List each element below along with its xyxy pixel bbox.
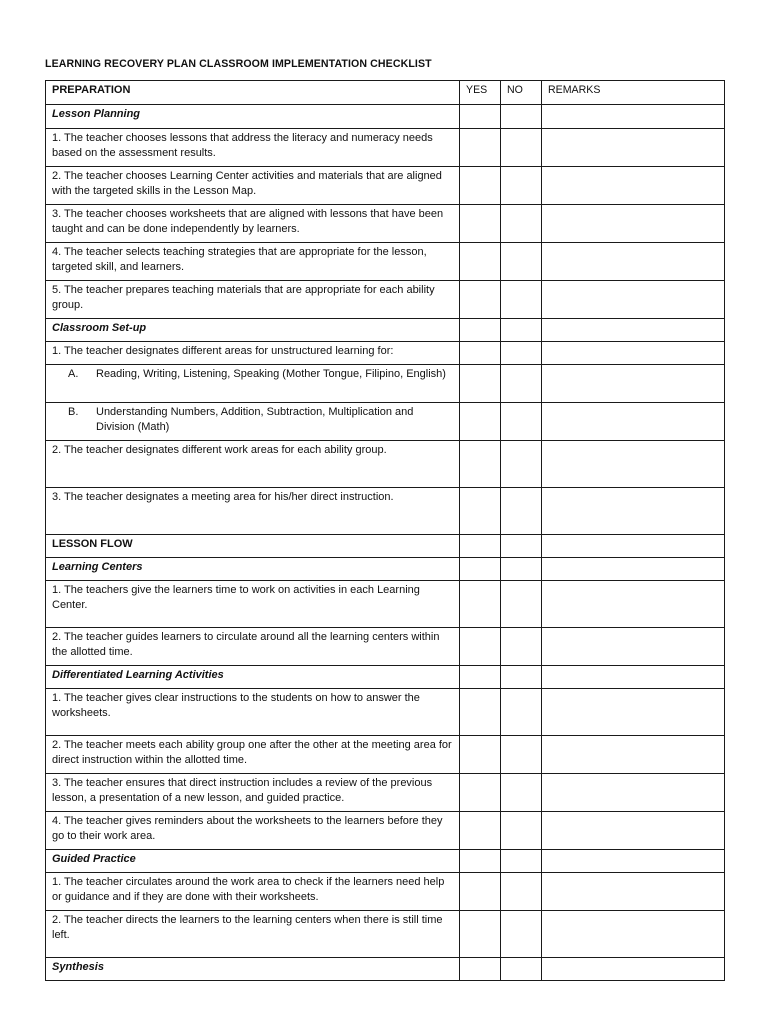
checklist-row	[46, 243, 725, 281]
yes-cell	[460, 441, 501, 488]
remarks-cell	[542, 105, 725, 129]
remarks-cell	[542, 581, 725, 628]
no-cell	[501, 488, 542, 535]
no-cell	[501, 911, 542, 958]
document-title: LEARNING RECOVERY PLAN CLASSROOM IMPLEMENTATION CHECKLIST	[45, 58, 432, 70]
subitem-letter: B.	[68, 406, 79, 418]
subitem-letter: A.	[68, 368, 79, 380]
checklist-item: 1. The teacher chooses lessons that address the literacy and numeracy needs based on the assessment results.	[46, 129, 460, 167]
subsection-row	[46, 319, 725, 342]
checklist-item: 3. The teacher designates a meeting area for his/her direct instruction.	[46, 488, 460, 535]
no-cell	[501, 736, 542, 774]
no-cell	[501, 666, 542, 689]
remarks-cell	[542, 319, 725, 342]
remarks-cell	[542, 243, 725, 281]
checklist-row	[46, 129, 725, 167]
yes-cell	[460, 736, 501, 774]
remarks-column-header: REMARKS	[542, 81, 725, 105]
yes-cell	[460, 850, 501, 873]
yes-cell	[460, 129, 501, 167]
no-cell	[501, 403, 542, 441]
checklist-row	[46, 774, 725, 812]
checklist-item: 2. The teacher guides learners to circulate around all the learning centers within the allotted time.	[46, 628, 460, 666]
no-cell	[501, 365, 542, 403]
section-heading: LESSON FLOW	[46, 535, 460, 558]
yes-cell	[460, 774, 501, 812]
checklist-row	[46, 441, 725, 488]
remarks-cell	[542, 689, 725, 736]
yes-cell	[460, 628, 501, 666]
remarks-cell	[542, 850, 725, 873]
remarks-cell	[542, 774, 725, 812]
remarks-cell	[542, 736, 725, 774]
remarks-cell	[542, 281, 725, 319]
yes-cell	[460, 403, 501, 441]
checklist-row	[46, 628, 725, 666]
no-cell	[501, 205, 542, 243]
checklist-row	[46, 365, 725, 403]
subitem-text: Reading, Writing, Listening, Speaking (Mother Tongue, Filipino, English)	[96, 368, 446, 380]
remarks-cell	[542, 911, 725, 958]
checklist-subitem	[46, 365, 460, 403]
yes-cell	[460, 689, 501, 736]
remarks-cell	[542, 558, 725, 581]
checklist-item: 3. The teacher chooses worksheets that are aligned with lessons that have been taught and can be done independently by learners.	[46, 205, 460, 243]
yes-cell	[460, 873, 501, 911]
no-cell	[501, 958, 542, 981]
checklist-row	[46, 911, 725, 958]
yes-cell	[460, 911, 501, 958]
subsection-heading: Guided Practice	[46, 850, 460, 873]
remarks-cell	[542, 812, 725, 850]
yes-cell	[460, 243, 501, 281]
checklist-item: 1. The teachers give the learners time to work on activities in each Learning Center.	[46, 581, 460, 628]
yes-column-header: YES	[460, 81, 501, 105]
no-cell	[501, 873, 542, 911]
yes-cell	[460, 365, 501, 403]
checklist-row	[46, 205, 725, 243]
section-row	[46, 535, 725, 558]
remarks-cell	[542, 365, 725, 403]
checklist-row	[46, 581, 725, 628]
yes-cell	[460, 281, 501, 319]
no-cell	[501, 342, 542, 365]
no-cell	[501, 243, 542, 281]
no-cell	[501, 105, 542, 129]
checklist-row	[46, 167, 725, 205]
no-cell	[501, 689, 542, 736]
checklist-table	[45, 80, 725, 981]
checklist-row	[46, 689, 725, 736]
checklist-item: 1. The teacher designates different areas for unstructured learning for:	[46, 342, 460, 365]
no-column-header: NO	[501, 81, 542, 105]
no-cell	[501, 628, 542, 666]
subsection-row	[46, 958, 725, 981]
remarks-cell	[542, 488, 725, 535]
subitem-text: Understanding Numbers, Addition, Subtraction, Multiplication and Division (Math)	[96, 406, 414, 433]
checklist-item: 2. The teacher meets each ability group one after the other at the meeting area for direct instruction within the allotted time.	[46, 736, 460, 774]
checklist-row	[46, 488, 725, 535]
yes-cell	[460, 812, 501, 850]
remarks-cell	[542, 403, 725, 441]
checklist-item: 1. The teacher circulates around the work area to check if the learners need help or guidance and if they are done with their worksheets.	[46, 873, 460, 911]
subsection-row	[46, 850, 725, 873]
remarks-cell	[542, 441, 725, 488]
no-cell	[501, 281, 542, 319]
subsection-heading: Classroom Set-up	[46, 319, 460, 342]
checklist-item: 2. The teacher chooses Learning Center activities and materials that are aligned with the targeted skills in the Lesson Map.	[46, 167, 460, 205]
checklist-row	[46, 736, 725, 774]
checklist-item: 4. The teacher gives reminders about the worksheets to the learners before they go to their work area.	[46, 812, 460, 850]
yes-cell	[460, 319, 501, 342]
no-cell	[501, 774, 542, 812]
remarks-cell	[542, 342, 725, 365]
no-cell	[501, 535, 542, 558]
subsection-heading: Synthesis	[46, 958, 460, 981]
remarks-cell	[542, 129, 725, 167]
remarks-cell	[542, 628, 725, 666]
subsection-heading: Learning Centers	[46, 558, 460, 581]
remarks-cell	[542, 958, 725, 981]
subsection-row	[46, 105, 725, 129]
no-cell	[501, 129, 542, 167]
yes-cell	[460, 958, 501, 981]
yes-cell	[460, 558, 501, 581]
checklist-row	[46, 812, 725, 850]
checklist-row	[46, 342, 725, 365]
yes-cell	[460, 666, 501, 689]
remarks-cell	[542, 873, 725, 911]
checklist-item: 4. The teacher selects teaching strategies that are appropriate for the lesson, targeted skill, and learners.	[46, 243, 460, 281]
no-cell	[501, 558, 542, 581]
no-cell	[501, 850, 542, 873]
checklist-item: 1. The teacher gives clear instructions to the students on how to answer the worksheets.	[46, 689, 460, 736]
header-row	[46, 81, 725, 105]
checklist-subitem	[46, 403, 460, 441]
subsection-row	[46, 666, 725, 689]
no-cell	[501, 167, 542, 205]
checklist-item: 3. The teacher ensures that direct instruction includes a review of the previous lesson, a presentation of a new lesson, and guided practice.	[46, 774, 460, 812]
subsection-row	[46, 558, 725, 581]
checklist-item: 5. The teacher prepares teaching materials that are appropriate for each ability group.	[46, 281, 460, 319]
yes-cell	[460, 342, 501, 365]
subsection-heading: Differentiated Learning Activities	[46, 666, 460, 689]
preparation-header: PREPARATION	[46, 81, 460, 105]
subsection-heading: Lesson Planning	[46, 105, 460, 129]
yes-cell	[460, 205, 501, 243]
yes-cell	[460, 105, 501, 129]
checklist-row	[46, 873, 725, 911]
no-cell	[501, 581, 542, 628]
subitem-wrapper	[52, 405, 453, 435]
yes-cell	[460, 167, 501, 205]
no-cell	[501, 441, 542, 488]
remarks-cell	[542, 535, 725, 558]
no-cell	[501, 812, 542, 850]
checklist-row	[46, 281, 725, 319]
remarks-cell	[542, 167, 725, 205]
no-cell	[501, 319, 542, 342]
yes-cell	[460, 581, 501, 628]
subitem-wrapper	[52, 367, 453, 382]
remarks-cell	[542, 205, 725, 243]
yes-cell	[460, 535, 501, 558]
checklist-item: 2. The teacher directs the learners to the learning centers when there is still time left.	[46, 911, 460, 958]
checklist-item: 2. The teacher designates different work areas for each ability group.	[46, 441, 460, 488]
yes-cell	[460, 488, 501, 535]
checklist-row	[46, 403, 725, 441]
remarks-cell	[542, 666, 725, 689]
